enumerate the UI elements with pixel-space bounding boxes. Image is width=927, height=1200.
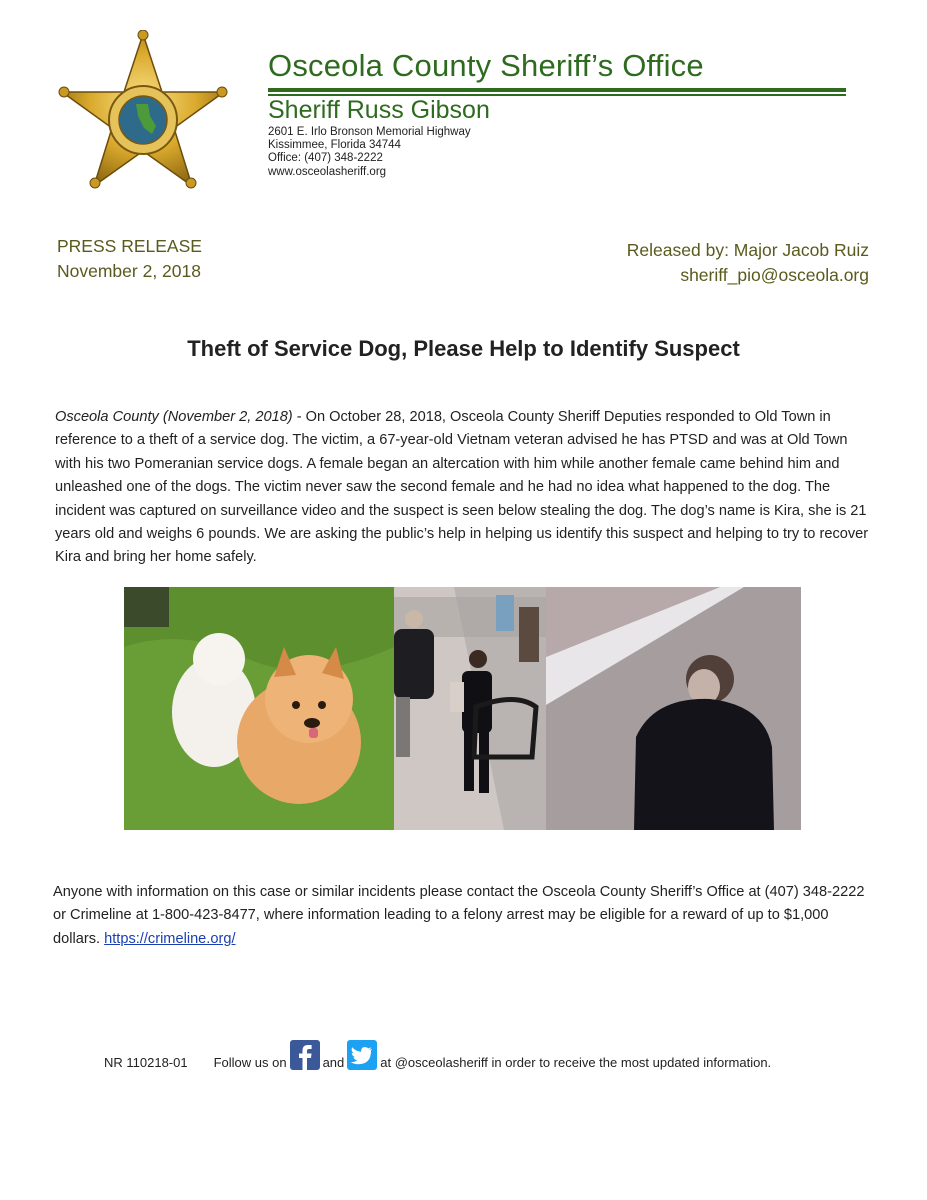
handle-text: at @osceolasheriff in order to receive the most updated information. [380,1055,772,1070]
body-lead: Osceola County (November 2, 2018) [55,409,293,425]
twitter-icon[interactable] [347,1040,377,1070]
body-text: - On October 28, 2018, Osceola County Sheriff Deputies responded to Old Town in reference to a theft of a service dog. The victim, a 67-year-old Vietnam veteran advised he has PTSD and was at Old Town with his two Pomeranian service dogs. A female began an altercation with him while another female came behind him and unleashed one of the dogs. The victim never saw the second female and he had no idea what happened to the dog. The incident was captured on surveillance video and the suspect is seen below stealing the dog. The dog’s name is Kira, she is 21 years old and weighs 6 pounds. We are asking the public’s help in helping us identify this suspect and helping to try to recover Kira and bring her home safely. [55,409,869,566]
and-label: and [322,1055,345,1070]
website: www.osceolasheriff.org [268,166,387,178]
photo-strip [124,587,801,830]
org-title: Osceola County Sheriff’s Office [268,48,704,83]
crimeline-link[interactable]: https://crimeline.org/ [104,930,236,947]
footer [104,1036,771,1070]
contact-paragraph [53,881,877,951]
address-street: 2601 E. Irlo Bronson Memorial Highway [268,126,471,138]
surveillance-photo-suspect [546,587,801,830]
follow-label: Follow us on [213,1055,287,1070]
headline: Theft of Service Dog, Please Help to Identify Suspect [187,336,740,361]
sheriff-name: Sheriff Russ Gibson [268,96,490,124]
press-release-date: November 2, 2018 [57,261,201,281]
header-divider [268,88,846,92]
release-email: sheriff_pio@osceola.org [680,265,869,285]
body-paragraph [55,406,877,570]
news-release-number: NR 110218-01 [104,1055,188,1070]
contact-text: Anyone with information on this case or similar incidents please contact the Osceola County Sheriff’s Office at (407) 348-2222 or Crimeline at 1-800-423-8477, where information leading to a felony arrest may be eligible for a reward of up to $1,000 dollars. [53,884,865,947]
address-city: Kissimmee, Florida 34744 [268,139,401,151]
facebook-icon[interactable] [290,1040,320,1070]
press-release-label: PRESS RELEASE [57,236,202,256]
sheriff-star-badge-icon [58,30,228,190]
surveillance-photo-walkway [394,587,546,830]
office-phone: Office: (407) 348-2222 [268,152,383,164]
released-by: Released by: Major Jacob Ruiz [626,240,869,260]
dog-photo [124,587,394,830]
